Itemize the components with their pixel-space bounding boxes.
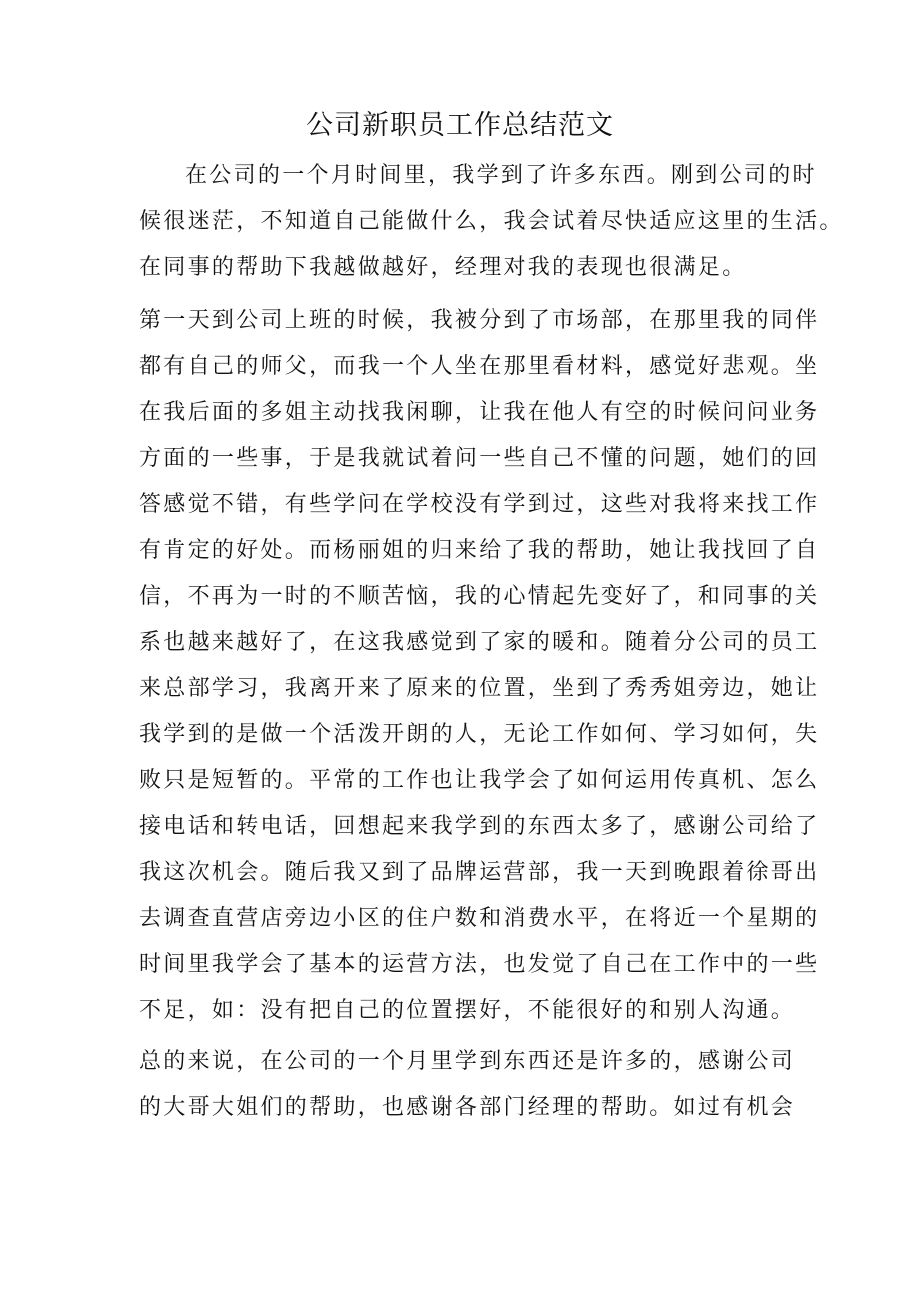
text-line: 我学到的是做一个活泼开朗的人，无论工作如何、学习如何，失 (139, 722, 820, 747)
text-line: 不足，如：没有把自己的位置摆好，不能很好的和别人沟通。 (139, 998, 796, 1023)
page-title: 公司新职员工作总结范文 (306, 110, 614, 141)
text-line: 我这次机会。随后我又到了品牌运营部，我一天到晚跟着徐哥出 (139, 860, 820, 885)
text-line: 系也越来越好了，在这我感觉到了家的暖和。随着分公司的员工 (139, 630, 820, 655)
text-line: 都有自己的师父，而我一个人坐在那里看材料，感觉好悲观。坐 (139, 354, 820, 379)
text-line: 方面的一些事，于是我就试着问一些自己不懂的问题，她们的回 (139, 446, 820, 471)
text-line: 有肯定的好处。而杨丽姐的归来给了我的帮助，她让我找回了自 (139, 538, 820, 563)
text-line: 去调查直营店旁边小区的住户数和消费水平，在将近一个星期的 (139, 906, 820, 931)
text-line: 信，不再为一时的不顺苦恼，我的心情起先变好了，和同事的关 (139, 584, 820, 609)
text-line: 接电话和转电话，回想起来我学到的东西太多了，感谢公司给了 (139, 814, 820, 839)
text-line: 答感觉不错，有些学问在学校没有学到过，这些对我将来找工作 (139, 492, 820, 517)
text-line: 来总部学习，我离开来了原来的位置，坐到了秀秀姐旁边，她让 (139, 676, 820, 701)
text-line: 总的来说，在公司的一个月里学到东西还是许多的，感谢公司 (139, 1049, 796, 1074)
text-line: 败只是短暂的。平常的工作也让我学会了如何运用传真机、怎么 (139, 768, 820, 793)
text-line: 的大哥大姐们的帮助，也感谢各部门经理的帮助。如过有机会 (139, 1095, 796, 1120)
text-line: 在我后面的多姐主动找我闲聊，让我在他人有空的时候问问业务 (139, 400, 820, 425)
text-line: 时间里我学会了基本的运营方法，也发觉了自己在工作中的一些 (139, 952, 820, 977)
text-line: 第一天到公司上班的时候，我被分到了市场部，在那里我的同伴 (139, 308, 820, 333)
text-line: 候很迷茫，不知道自己能做什么，我会试着尽快适应这里的生活。 (139, 209, 844, 234)
text-line: 在同事的帮助下我越做越好，经理对我的表现也很满足。 (139, 255, 747, 280)
text-line: 在公司的一个月时间里，我学到了许多东西。刚到公司的时 (185, 163, 817, 188)
